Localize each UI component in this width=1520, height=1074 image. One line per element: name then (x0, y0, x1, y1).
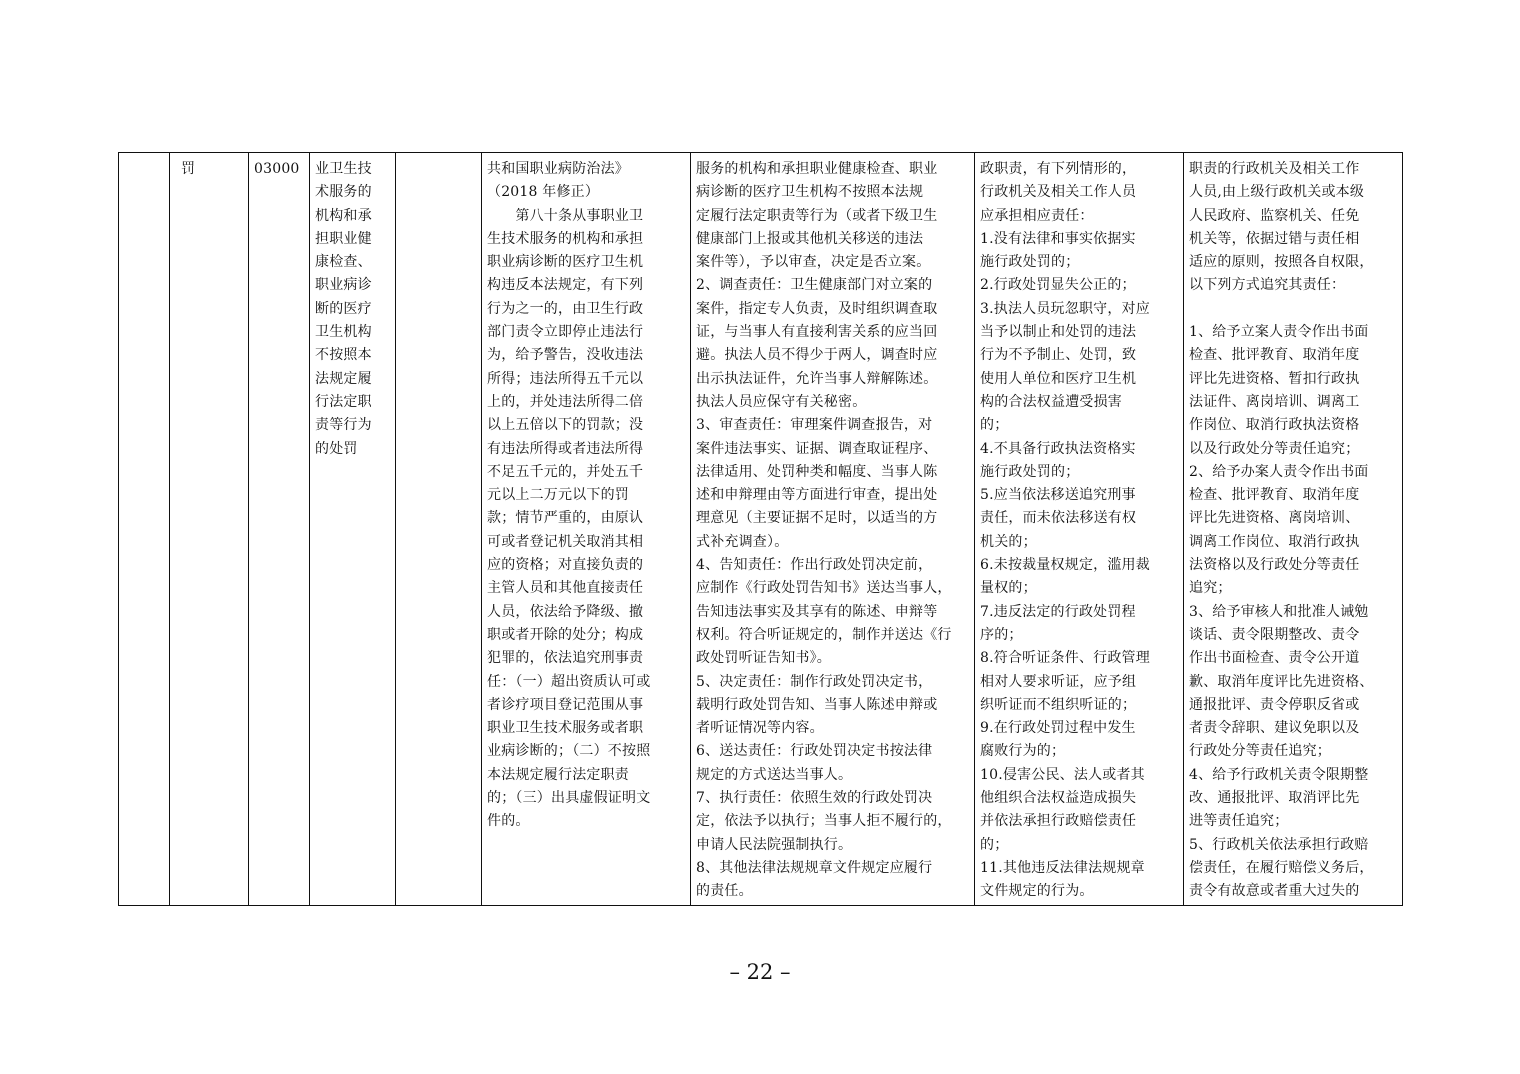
text-line: 1、给予立案人责令作出书面 (1189, 324, 1369, 341)
text-line: 行为不予制止、处罚，致 (980, 347, 1137, 364)
text-line: 6.未按裁量权规定，滥用裁 (980, 557, 1150, 574)
text-line: 上的，并处违法所得二倍 (487, 393, 644, 410)
text-line: 者诊疗项目登记范围从事 (487, 696, 644, 713)
text-line: 调离工作岗位、取消行政执 (1189, 533, 1360, 550)
cell-category (170, 153, 249, 906)
text-line: 职业病诊断的医疗卫生机 (487, 254, 644, 271)
text-line: 施行政处罚的； (980, 254, 1080, 271)
text-line: 施行政处罚的； (980, 463, 1080, 480)
text-line: 有违法所得或者违法所得 (487, 440, 644, 457)
text-line: 应制作《行政处罚告知书》送达当事人， (696, 580, 952, 597)
text-line: 述和申辩理由等方面进行审查，提出处 (696, 487, 938, 504)
text-line: 证，与当事人有直接利害关系的应当回 (696, 324, 938, 341)
text-line: 案件违法事实、证据、调查取证程序、 (696, 440, 938, 457)
text-line: 法律适用、处罚种类和幅度、当事人陈 (696, 463, 938, 480)
text-line: 量权的； (980, 580, 1037, 597)
text-line: 的； (980, 417, 1009, 434)
cell-accountability-cases (975, 153, 1184, 906)
text-line: 评比先进资格、离岗培训、 (1189, 510, 1360, 527)
text-line: 11.其他违反法律法规规章 (980, 859, 1145, 876)
text-line: 执法人员应保守有关秘密。 (696, 393, 867, 410)
text-line: 职业病诊 (315, 277, 372, 294)
text-line: 机关等，依据过错与责任相 (1189, 230, 1360, 247)
table-row (119, 153, 1403, 906)
text-line: 应承担相应责任： (980, 207, 1094, 224)
text-line: 8、其他法律法规规章文件规定应履行 (696, 859, 933, 876)
cell-code (249, 153, 310, 906)
text-line: 行为之一的，由卫生行政 (487, 300, 644, 317)
text-line: 他组织合法权益造成损失 (980, 790, 1137, 807)
text-line: 所得；违法所得五千元以 (487, 370, 644, 387)
text-line: 本法规定履行法定职责 (487, 766, 629, 783)
text-line: 责任，而未依法移送有权 (980, 510, 1137, 527)
power-list-table (118, 152, 1403, 906)
text-line: 元以上二万元以下的罚 (487, 487, 629, 504)
text-line: 偿责任，在履行赔偿义务后， (1189, 859, 1374, 876)
text-line: 职业卫生技术服务或者职 (487, 720, 644, 737)
text-line: 出示执法证件，允许当事人辩解陈述。 (696, 370, 938, 387)
text-line: 任：（一）超出资质认可或 (487, 673, 651, 690)
text-line: 3.执法人员玩忽职守，对应 (980, 300, 1150, 317)
text-line: 8.符合听证条件、行政管理 (980, 650, 1150, 667)
text-line: 检查、批评教育、取消年度 (1189, 487, 1360, 504)
text-line (1189, 298, 1397, 321)
text-line: 共和国职业病防治法》 (487, 161, 629, 177)
text-line: 5.应当依法移送追究刑事 (980, 487, 1136, 504)
text-line: 的处罚 (315, 440, 358, 457)
cell-item-name (310, 153, 396, 906)
text-line: 7.违反法定的行政处罚程 (980, 603, 1136, 620)
text-line: 人民政府、监察机关、任免 (1189, 207, 1360, 224)
text-line: 腐败行为的； (980, 743, 1066, 760)
text-line: 不按照本 (315, 347, 372, 364)
text-line: 者责令辞职、建议免职以及 (1189, 720, 1360, 737)
text-line: 第八十条从事职业卫 (487, 207, 644, 224)
text-line: 追究； (1189, 580, 1232, 597)
text-line: 犯罪的，依法追究刑事责 (487, 650, 644, 667)
text-line: 责等行为 (315, 417, 372, 434)
text-line: 件的。 (487, 813, 530, 830)
text-line: 法资格以及行政处分等责任 (1189, 557, 1360, 574)
text-line: 人员,由上级行政机关或本级 (1189, 184, 1365, 201)
cell-legal-basis (482, 153, 691, 906)
text-line: 以及行政处分等责任追究； (1189, 440, 1360, 457)
text-line: 序的； (980, 626, 1023, 643)
text-line: 行政处分等责任追究； (1189, 743, 1331, 760)
text-line: 使用人单位和医疗卫生机 (980, 370, 1137, 387)
text-line: 生技术服务的机构和承担 (487, 230, 644, 247)
text-line: 康检查、 (315, 254, 372, 271)
text-line: 为，给予警告，没收违法 (487, 347, 644, 364)
text-line: 4、给予行政机关责令限期整 (1189, 766, 1369, 783)
text-line: 5、行政机关依法承担行政赔 (1189, 836, 1369, 853)
text-line: 人员，依法给予降级、撤 (487, 603, 644, 620)
text-line: 案件，指定专人负责，及时组织调查取 (696, 300, 938, 317)
text-line: 法规定履 (315, 370, 372, 387)
text-line: 3、给予审核人和批准人诫勉 (1189, 603, 1369, 620)
text-line: 服务的机构和承担职业健康检查、职业 (696, 161, 938, 177)
text-line: 法证件、离岗培训、调离工 (1189, 393, 1360, 410)
text-line: 并依法承担行政赔偿责任 (980, 813, 1137, 830)
text-line: 7、执行责任：依照生效的行政处罚决 (696, 790, 933, 807)
text-line: 评比先进资格、暂扣行政执 (1189, 370, 1360, 387)
text-line: 作出书面检查、责令公开道 (1189, 650, 1360, 667)
text-line: 病诊断的医疗卫生机构不按照本法规 (696, 184, 924, 201)
text-line: 申请人民法院强制执行。 (696, 836, 853, 853)
text-line: 4.不具备行政执法资格实 (980, 440, 1136, 457)
text-line: 载明行政处罚告知、当事人陈述申辩或 (696, 696, 938, 713)
text-line: 理意见（主要证据不足时，以适当的方 (696, 510, 938, 527)
text-line: 改、通报批评、取消评比先 (1189, 790, 1360, 807)
text-line: 当予以制止和处罚的违法 (980, 324, 1137, 341)
text-line: 避。执法人员不得少于两人，调查时应 (696, 347, 938, 364)
text-line: 职或者开除的处分；构成 (487, 626, 644, 643)
text-line: 健康部门上报或其他机关移送的违法 (696, 230, 924, 247)
text-line: 歉、取消年度评比先进资格、 (1189, 673, 1374, 690)
text-line: 案件等），予以审查，决定是否立案。 (696, 254, 931, 271)
text-line: 6、送达责任：行政处罚决定书按法律 (696, 743, 933, 760)
text-line: 款；情节严重的，由原认 (487, 510, 644, 527)
text-line: 责令有故意或者重大过失的 (1189, 883, 1360, 900)
cell-index (119, 153, 170, 906)
text-line: 织听证而不组织听证的； (980, 696, 1137, 713)
text-line: 9.在行政处罚过程中发生 (980, 720, 1136, 737)
text-line: 2、给予办案人责令作出书面 (1189, 463, 1369, 480)
text-line: 政职责，有下列情形的， (980, 161, 1137, 177)
text-line: 机构和承 (315, 207, 372, 224)
text-line: 业病诊断的；（二）不按照 (487, 743, 651, 760)
text-line: 者听证情况等内容。 (696, 720, 824, 737)
text-line: 可或者登记机关取消其相 (487, 533, 644, 550)
category-text: 罚 (181, 161, 196, 177)
text-line: 以上五倍以下的罚款；没 (487, 417, 644, 434)
code-text: 03000 (254, 161, 300, 177)
text-line: 业卫生技 (315, 161, 372, 177)
cell-accountability-methods (1184, 153, 1403, 906)
text-line: 定履行法定职责等行为（或者下级卫生 (696, 207, 938, 224)
text-line: 主管人员和其他直接责任 (487, 580, 644, 597)
text-line: 部门责令立即停止违法行 (487, 324, 644, 341)
text-line: 检查、批评教育、取消年度 (1189, 347, 1360, 364)
text-line: 5、决定责任：制作行政处罚决定书， (696, 673, 933, 690)
text-line: 担职业健 (315, 230, 372, 247)
text-line: 政处罚听证告知书》。 (696, 650, 831, 667)
cell-responsibilities (691, 153, 975, 906)
text-line: 构违反本法规定，有下列 (487, 277, 644, 294)
text-line: 规定的方式送达当事人。 (696, 766, 853, 783)
text-line: 行法定职 (315, 393, 372, 410)
text-line: 相对人要求听证，应予组 (980, 673, 1137, 690)
text-line: 10.侵害公民、法人或者其 (980, 766, 1145, 783)
text-line: 职责的行政机关及相关工作 (1189, 161, 1360, 177)
text-line: 的； (980, 836, 1009, 853)
text-line: 式补充调查）。 (696, 533, 789, 550)
text-line: 谈话、责令限期整改、责令 (1189, 626, 1360, 643)
text-line: 适应的原则，按照各自权限， (1189, 254, 1374, 271)
text-line: 以下列方式追究其责任： (1189, 277, 1346, 294)
cell-empty (396, 153, 482, 906)
text-line: 术服务的 (315, 184, 372, 201)
text-line: 构的合法权益遭受损害 (980, 393, 1122, 410)
text-line: 文件规定的行为。 (980, 883, 1094, 900)
text-line: 1.没有法律和事实依据实 (980, 230, 1136, 247)
text-line: 进等责任追究； (1189, 813, 1289, 830)
text-line: 机关的； (980, 533, 1037, 550)
text-line: 的责任。 (696, 883, 753, 900)
text-line: 2.行政处罚显失公正的； (980, 277, 1136, 294)
text-line: 卫生机构 (315, 324, 372, 341)
text-line: 不足五千元的，并处五千 (487, 463, 644, 480)
text-line: 3、审查责任：审理案件调查报告，对 (696, 417, 933, 434)
page-number: – 22 – (729, 960, 791, 984)
text-line: 通报批评、责令停职反省或 (1189, 696, 1360, 713)
text-line: 4、告知责任：作出行政处罚决定前， (696, 557, 933, 574)
text-line: 作岗位、取消行政执法资格 (1189, 417, 1360, 434)
text-line: 断的医疗 (315, 300, 372, 317)
text-line: 2、调查责任：卫生健康部门对立案的 (696, 277, 933, 294)
text-line: 的；（三）出具虚假证明文 (487, 790, 651, 807)
text-line: （2018 年修正） (487, 184, 600, 201)
text-line: 权利。符合听证规定的，制作并送达《行 (696, 626, 952, 643)
text-line: 应的资格；对直接负责的 (487, 557, 644, 574)
text-line: 告知违法事实及其享有的陈述、申辩等 (696, 603, 938, 620)
text-line: 定，依法予以执行；当事人拒不履行的， (696, 813, 952, 830)
text-line: 行政机关及相关工作人员 (980, 184, 1137, 201)
